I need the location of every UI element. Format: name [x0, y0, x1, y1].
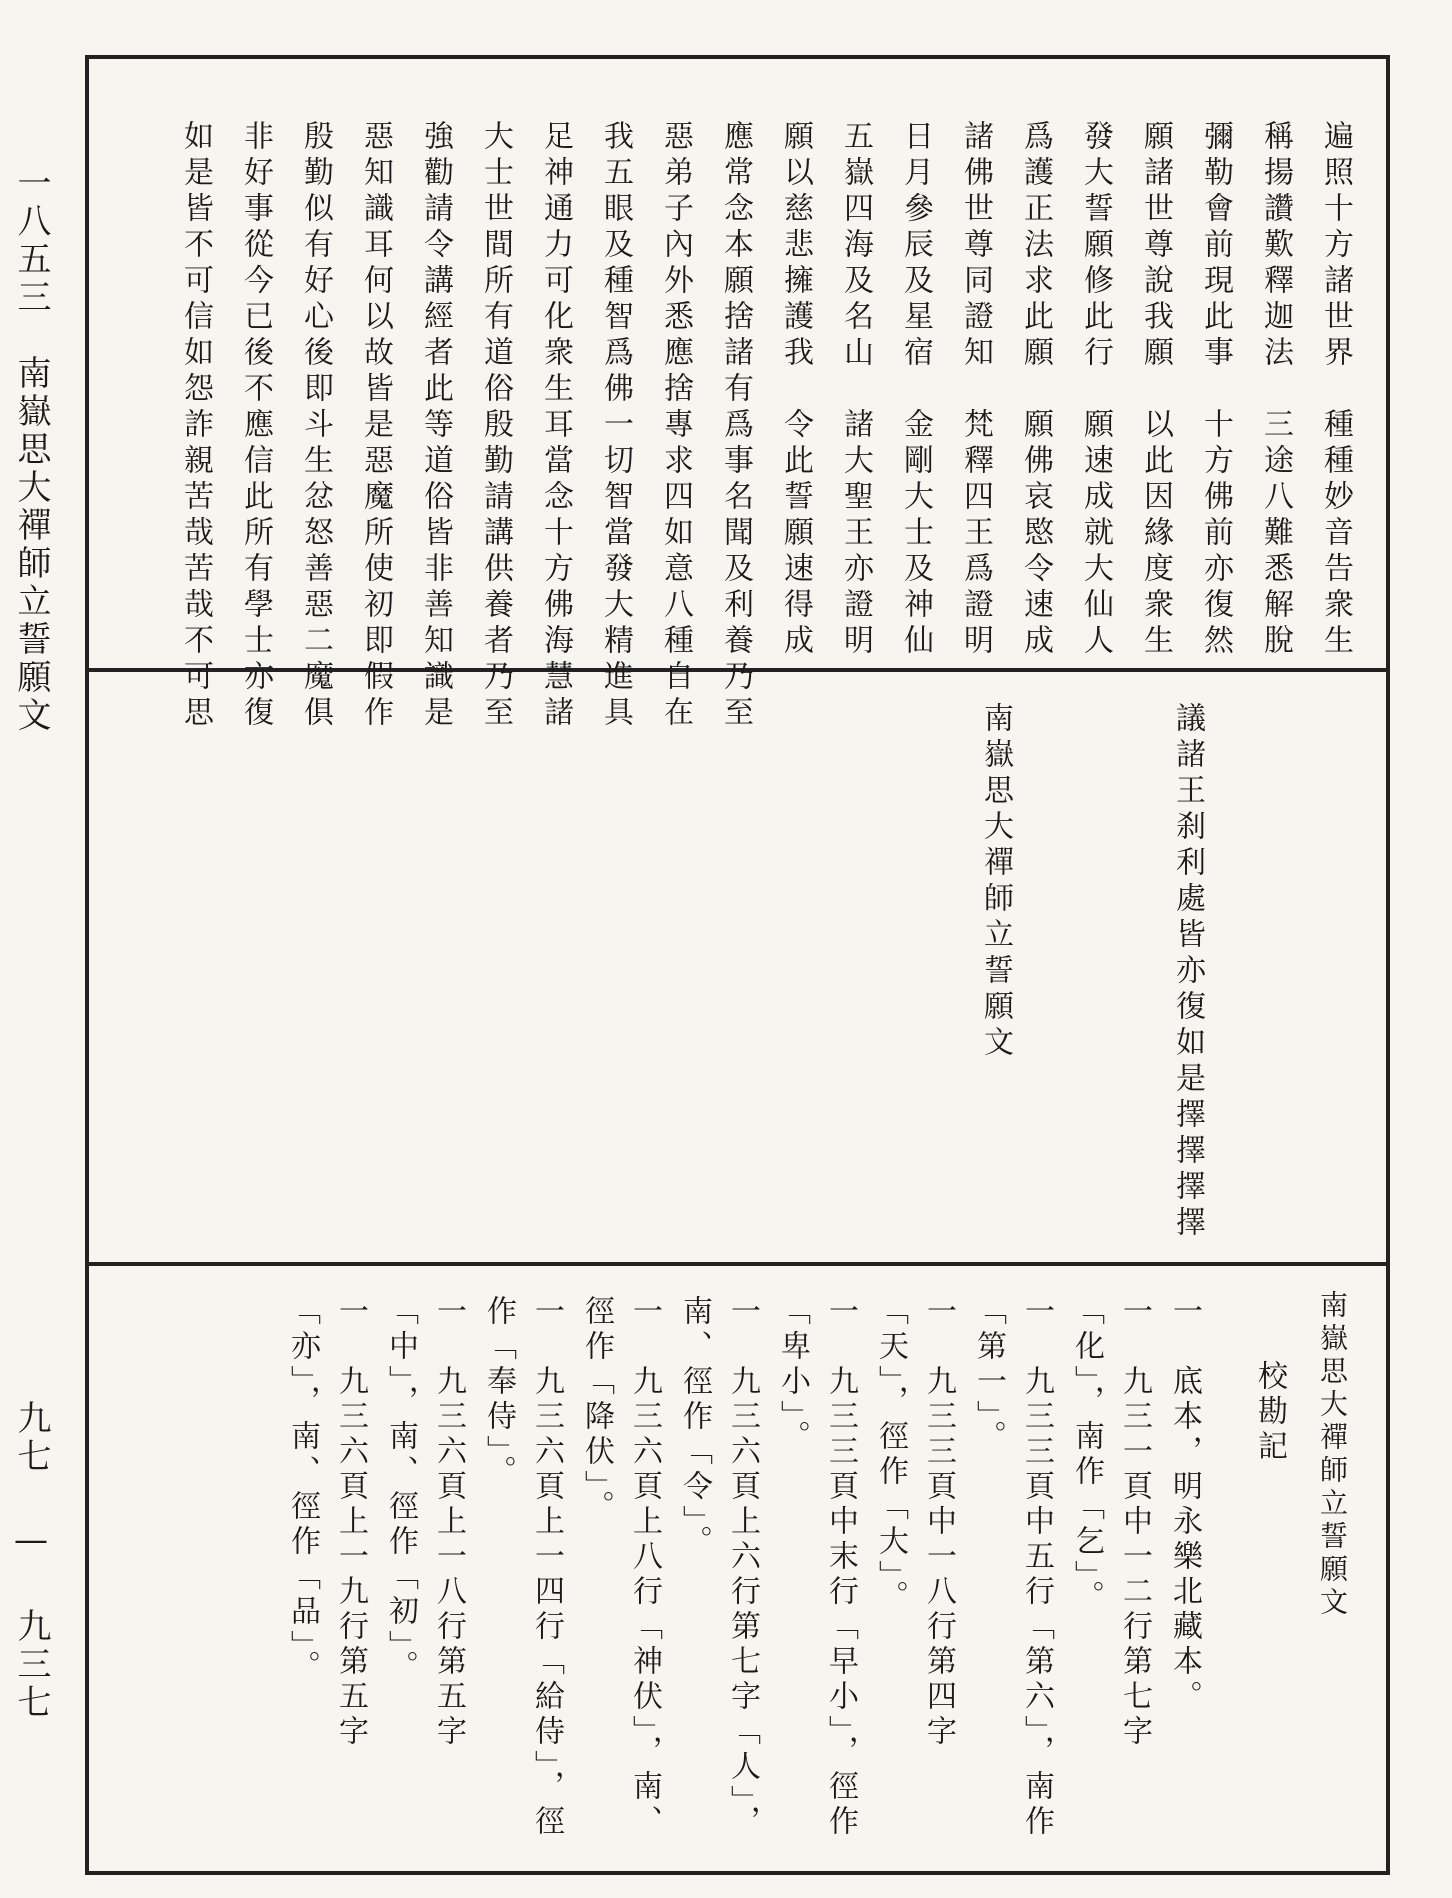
collation-note-1: 一 底本，明永樂北藏本。	[1167, 1295, 1202, 1715]
collation-title: 南嶽思大禪師立誓願文	[1316, 1290, 1349, 1620]
top-column-14: 足神通力可化衆生耳當念十方佛海慧諸	[538, 120, 573, 732]
collation-note-2: 一 九三一頁中一二行第七字「化」，南作「乞」。	[1069, 1295, 1152, 1750]
collation-subtitle: 校勘記	[1252, 1360, 1287, 1465]
top-column-19: 非好事從今已後不應信此所有學士亦復	[238, 120, 273, 732]
collation-note-8: 一 九三六頁上一四行「給侍」，徑作「奉侍」。	[481, 1295, 564, 1840]
top-column-9: 五嶽四海及名山 諸大聖王亦證明	[838, 120, 873, 660]
middle-text-line: 議諸王刹利處皆亦復如是擇擇擇擇	[1170, 702, 1205, 1242]
margin-title: 一八五三 南嶽思大禪師立誓願文	[11, 165, 51, 735]
top-column-10: 願以慈悲擁護我 令此誓願速得成	[778, 120, 813, 660]
top-column-7: 諸佛世尊同證知 梵釋四王爲證明	[958, 120, 993, 660]
top-column-8: 日月參辰及星宿 金剛大士及神仙	[898, 120, 933, 660]
top-column-13: 我五眼及種智爲佛一切智當發大精進具	[598, 120, 633, 732]
top-column-12: 惡弟子內外悉應捨專求四如意八種自在	[658, 120, 693, 732]
collation-note-10: 一 九三六頁上一九行第五字「亦」，南、徑作「品」。	[285, 1295, 368, 1750]
top-column-17: 惡知識耳何以故皆是惡魔所使初即假作	[358, 120, 393, 732]
top-column-4: 願諸世尊說我願 以此因緣度衆生	[1138, 120, 1173, 660]
middle-title-line: 南嶽思大禪師立誓願文	[978, 702, 1013, 1062]
top-column-1: 遍照十方諸世界 種種妙音告衆生	[1318, 120, 1353, 660]
collation-note-4: 一 九三三頁中一八行第四字「天」，徑作「大」。	[873, 1295, 956, 1750]
top-column-20: 如是皆不可信如怨詐親苦哉苦哉不可思	[178, 120, 213, 732]
top-column-15: 大士世間所有道俗殷勤請講供養者乃至	[478, 120, 513, 732]
collation-note-5: 一 九三三頁中末行「早小」，徑作「卑小」。	[775, 1295, 858, 1840]
panel-divider-bottom	[85, 1262, 1390, 1266]
top-column-16: 強勸請令講經者此等道俗皆非善知識是	[418, 120, 453, 732]
collation-note-6: 一 九三六頁上六行第七字「人」，南、徑作「令」。	[677, 1295, 760, 1840]
top-column-11: 應常念本願捨諸有爲事名聞及利養乃至	[718, 120, 753, 732]
top-column-6: 爲護正法求此願 願佛哀愍令速成	[1018, 120, 1053, 660]
collation-note-3: 一 九三三頁中五行「第六」，南作「第一」。	[971, 1295, 1054, 1840]
collation-note-7: 一 九三六頁上八行「神伏」，南、徑作「降伏」。	[579, 1295, 662, 1840]
top-column-3: 彌勒會前現此事 十方佛前亦復然	[1198, 120, 1233, 660]
collation-note-9: 一 九三六頁上一八行第五字「中」，南、徑作「初」。	[383, 1295, 466, 1750]
margin-page-number: 九七 — 九三七	[11, 1400, 51, 1722]
top-column-5: 發大誓願修此行 願速成就大仙人	[1078, 120, 1113, 660]
top-column-2: 稱揚讚歎釋迦法 三途八難悉解脫	[1258, 120, 1293, 660]
top-column-18: 殷勤似有好心後即斗生忿怒善惡二魔俱	[298, 120, 333, 732]
